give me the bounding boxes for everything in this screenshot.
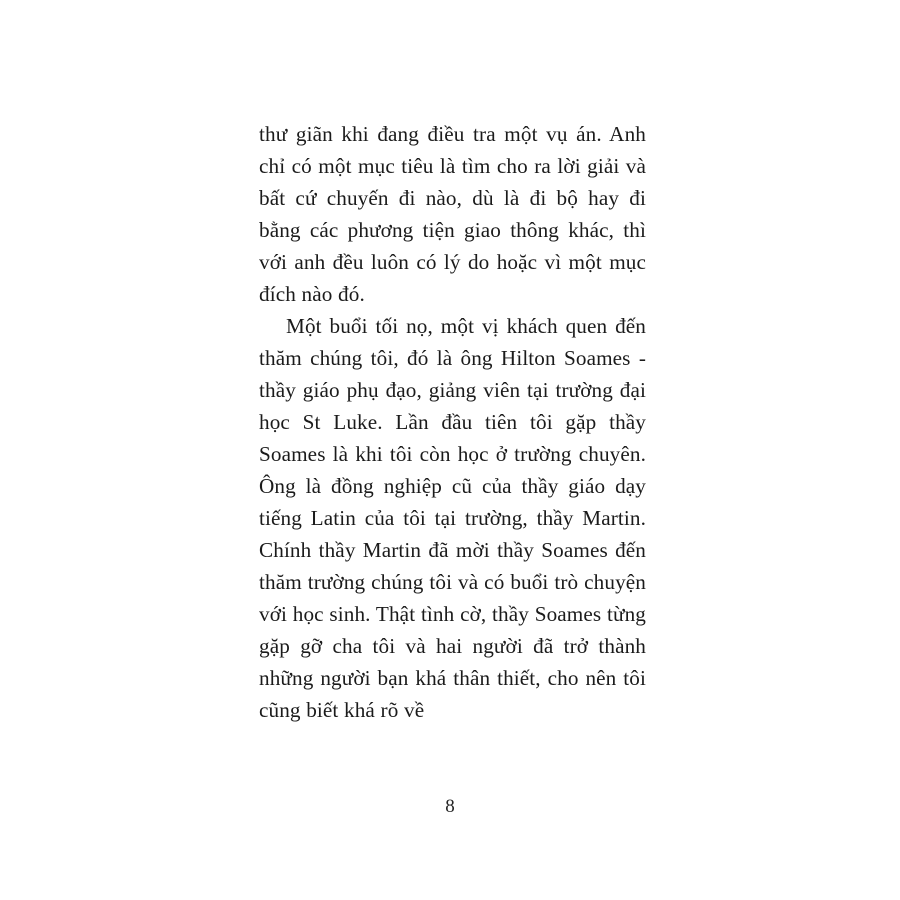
- page-text-block: [259, 118, 646, 726]
- body-paragraph: thư giãn khi đang điều tra một vụ án. Anh chỉ có một mục tiêu là tìm cho ra lời giải và bất cứ chuyến đi nào, dù là đi bộ hay đi bằng các phương tiện giao thông khác, thì với anh đều luôn có lý do hoặc vì một mục đích nào đó.: [259, 122, 646, 306]
- page-number: 8: [445, 796, 455, 817]
- body-paragraph: Một buổi tối nọ, một vị khách quen đến thăm chúng tôi, đó là ông Hilton Soames - thầy giáo phụ đạo, giảng viên tại trường đại học St Luke. Lần đầu tiên tôi gặp thầy Soames là khi tôi còn học ở trường chuyên. Ông là đồng nghiệp cũ của thầy giáo dạy tiếng Latin của tôi tại trường, thầy Martin. Chính thầy Martin đã mời thầy Soames đến thăm trường chúng tôi và có buổi trò chuyện với học sinh. Thật tình cờ, thầy Soames từng gặp gỡ cha tôi và hai người đã trở thành những người bạn khá thân thiết, cho nên tôi cũng biết khá rõ về: [259, 314, 646, 722]
